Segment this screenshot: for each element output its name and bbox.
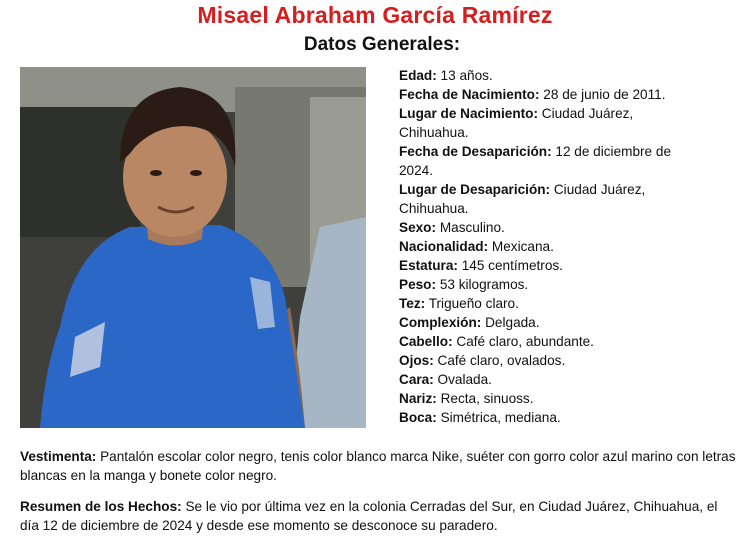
field-estatura [399, 256, 744, 275]
general-data-list [399, 66, 744, 427]
field-value: 28 de junio de 2011. [543, 87, 666, 102]
field-value: Ovalada. [437, 372, 492, 387]
field-label: Lugar de Desaparición: [399, 182, 551, 197]
person-photo-icon [20, 67, 366, 428]
person-photo [20, 67, 366, 428]
field-edad [399, 66, 744, 85]
field-label: Cara: [399, 372, 434, 387]
resumen-label: Resumen de los Hechos: [20, 499, 182, 514]
field-fecha-nacimiento [399, 85, 744, 104]
resumen-paragraph [20, 497, 740, 535]
field-value: Café claro, abundante. [456, 334, 594, 349]
field-value: 12 de diciembre de [555, 144, 672, 159]
field-label: Lugar de Nacimiento: [399, 106, 538, 121]
field-value: Masculino. [439, 220, 505, 235]
field-peso [399, 275, 744, 294]
field-value: 145 centímetros. [461, 258, 563, 273]
field-cabello [399, 332, 744, 351]
field-value: Café claro, ovalados. [437, 353, 566, 368]
field-lugar-desaparicion [399, 180, 744, 218]
field-value-continued: Chihuahua. [399, 201, 469, 216]
field-label: Tez: [399, 296, 426, 311]
field-label: Sexo: [399, 220, 437, 235]
field-label: Ojos: [399, 353, 434, 368]
field-label: Edad: [399, 68, 437, 83]
field-value: 13 años. [440, 68, 493, 83]
field-boca [399, 408, 744, 427]
field-value: Ciudad Juárez, [541, 106, 634, 121]
field-tez [399, 294, 744, 313]
field-ojos [399, 351, 744, 370]
person-name: Misael Abraham García Ramírez [197, 2, 553, 28]
field-complexion [399, 313, 744, 332]
field-label: Boca: [399, 410, 437, 425]
field-label: Cabello: [399, 334, 453, 349]
field-value: Mexicana. [491, 239, 554, 254]
field-value: Ciudad Juárez, [553, 182, 646, 197]
field-lugar-nacimiento [399, 104, 744, 142]
field-value: Simétrica, mediana. [440, 410, 561, 425]
field-cara [399, 370, 744, 389]
field-value: Delgada. [485, 315, 540, 330]
field-label: Fecha de Desaparición: [399, 144, 552, 159]
field-label: Peso: [399, 277, 437, 292]
field-nariz [399, 389, 744, 408]
vestimenta-paragraph [20, 447, 740, 485]
resumen-text: Se le vio por última vez en la colonia Cerradas del Sur, en Ciudad Juárez, Chihuahua, el día 12 de diciembre de 2024 y desde ese momento se desconoce su paradero. [20, 499, 718, 533]
field-label: Nacionalidad: [399, 239, 489, 254]
field-value: Trigueño claro. [428, 296, 519, 311]
vestimenta-label: Vestimenta: [20, 449, 97, 464]
field-value-continued: Chihuahua. [399, 125, 469, 140]
field-sexo [399, 218, 744, 237]
section-title: Datos Generales: [303, 34, 461, 55]
field-value: 53 kilogramos. [439, 277, 529, 292]
field-label: Estatura: [399, 258, 458, 273]
field-label: Nariz: [399, 391, 437, 406]
field-value: Recta, sinuoss. [440, 391, 534, 406]
field-nacionalidad [399, 237, 744, 256]
field-label: Fecha de Nacimiento: [399, 87, 540, 102]
field-value-continued: 2024. [399, 163, 434, 178]
field-label: Complexión: [399, 315, 482, 330]
vestimenta-text: Pantalón escolar color negro, tenis color blanco marca Nike, suéter con gorro color azul marino con letras blancas en la manga y bonete color negro. [20, 449, 736, 483]
field-fecha-desaparicion [399, 142, 744, 180]
